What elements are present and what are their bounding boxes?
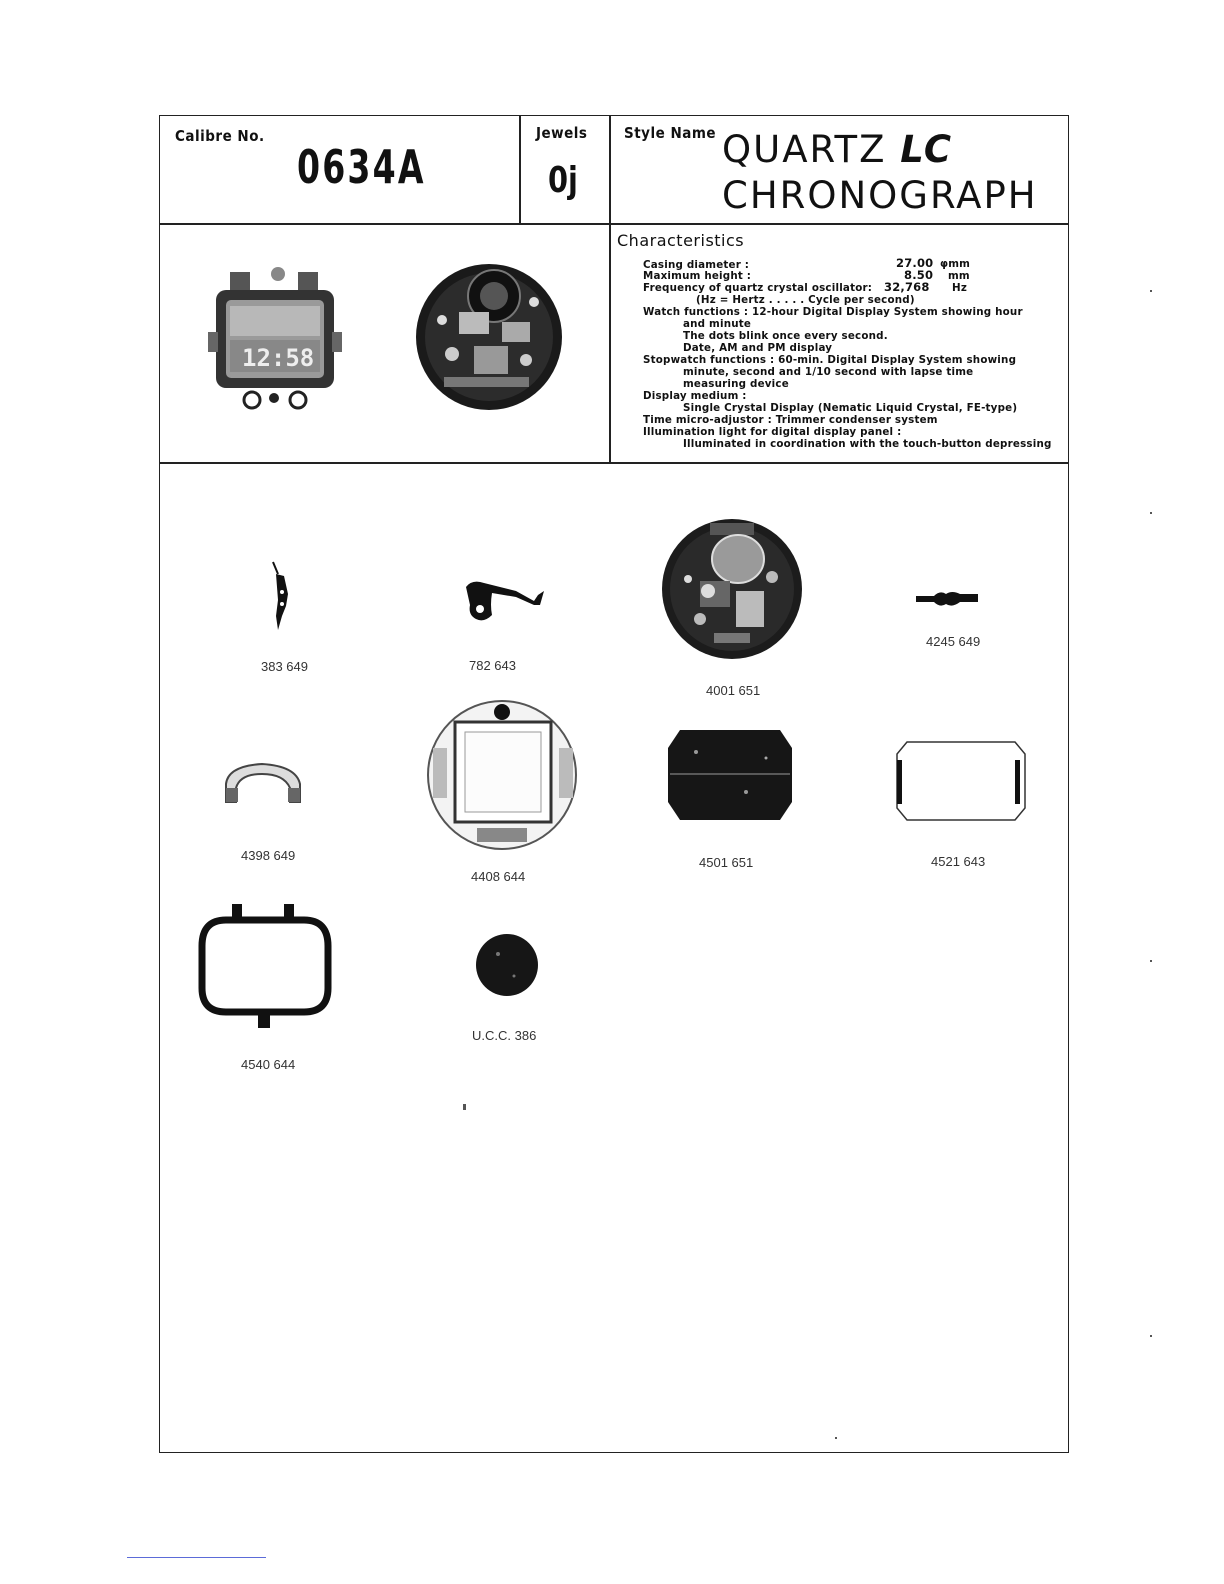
casing-diameter-value: 27.00 — [896, 256, 934, 270]
stopwatch-line3: measuring device — [683, 378, 789, 390]
part-4408-644-image — [425, 698, 580, 853]
part-label: 4398 649 — [241, 848, 296, 863]
calibre-label: Calibre No. — [175, 127, 265, 145]
part-label: 782 643 — [469, 658, 516, 673]
style-name-line2: CHRONOGRAPH — [722, 174, 1038, 217]
watch-functions-line2: and minute — [683, 318, 752, 330]
part-label: U.C.C. 386 — [472, 1028, 537, 1043]
watch-functions-line1: Watch functions : 12-hour Digital Display System showing hour — [643, 306, 1023, 318]
part-4245-649-image — [914, 588, 980, 610]
calibre-jewels-divider — [519, 115, 521, 224]
jewels-label: Jewels — [536, 124, 588, 142]
max-height-label: Maximum height : — [643, 270, 752, 282]
module-front-photo — [208, 262, 343, 412]
lc-logo: LC — [900, 128, 951, 171]
style-name-line1 — [722, 128, 951, 171]
scan-speck — [1150, 512, 1152, 514]
part-4398-649-image — [218, 762, 308, 807]
movement-back-photo — [414, 262, 564, 412]
part-label: 4245 649 — [926, 634, 981, 649]
footer-link-underline[interactable] — [127, 1557, 266, 1558]
scan-speck — [835, 1437, 837, 1439]
battery-ucc-386-image — [474, 932, 540, 998]
max-height-value: 8.50 — [904, 268, 934, 282]
part-4521-643-image — [893, 738, 1029, 824]
photo-section-divider — [159, 462, 1069, 464]
max-height-unit: mm — [948, 270, 970, 282]
jewels-style-divider — [609, 115, 611, 463]
stopwatch-line2: minute, second and 1/10 second with lapse time — [683, 366, 974, 378]
part-label: 4001 651 — [706, 683, 761, 698]
part-label: 383 649 — [261, 659, 308, 674]
part-383-649-image — [268, 560, 298, 632]
casing-diameter-label: Casing diameter : — [643, 259, 750, 271]
jewels-count: 0j — [548, 160, 578, 201]
frequency-value: 32,768 — [884, 280, 930, 294]
style-name-quartz: QUARTZ — [722, 128, 887, 171]
part-4001-651-image — [660, 515, 805, 660]
hertz-note: (Hz = Hertz . . . . . Cycle per second) — [696, 294, 915, 306]
part-label: 4540 644 — [241, 1057, 296, 1072]
part-782-643-image — [456, 575, 551, 625]
part-label: 4501 651 — [699, 855, 754, 870]
header-divider — [159, 223, 1069, 225]
watch-functions-line4: Date, AM and PM display — [683, 342, 833, 354]
display-medium-label: Display medium : — [643, 390, 747, 402]
scan-speck — [1150, 960, 1152, 962]
illumination-label: Illumination light for digital display panel : — [643, 426, 902, 438]
watch-display-readout: 12:58 — [242, 344, 315, 372]
scan-speck — [1150, 1335, 1152, 1337]
part-label: 4521 643 — [931, 854, 986, 869]
time-adjustor: Time micro-adjustor : Trimmer condenser system — [643, 414, 938, 426]
illumination-value: Illuminated in coordination with the touch-button depressing — [683, 438, 1052, 450]
style-label: Style Name — [624, 124, 717, 142]
scan-speck — [1150, 290, 1152, 292]
stopwatch-line1: Stopwatch functions : 60-min. Digital Display System showing — [643, 354, 1017, 366]
watch-functions-line3: The dots blink once every second. — [683, 330, 888, 342]
characteristics-title: Characteristics — [617, 231, 745, 250]
casing-diameter-unit: φmm — [940, 258, 971, 270]
frequency-unit: Hz — [952, 282, 968, 294]
part-4501-651-image — [666, 728, 794, 822]
frequency-label: Frequency of quartz crystal oscillator: — [643, 282, 873, 294]
calibre-number: 0634A — [297, 140, 426, 194]
part-label: 4408 644 — [471, 869, 526, 884]
part-4540-644-image — [196, 902, 334, 1032]
display-medium-value: Single Crystal Display (Nematic Liquid Crystal, FE-type) — [683, 402, 1018, 414]
scan-speck — [463, 1104, 466, 1110]
